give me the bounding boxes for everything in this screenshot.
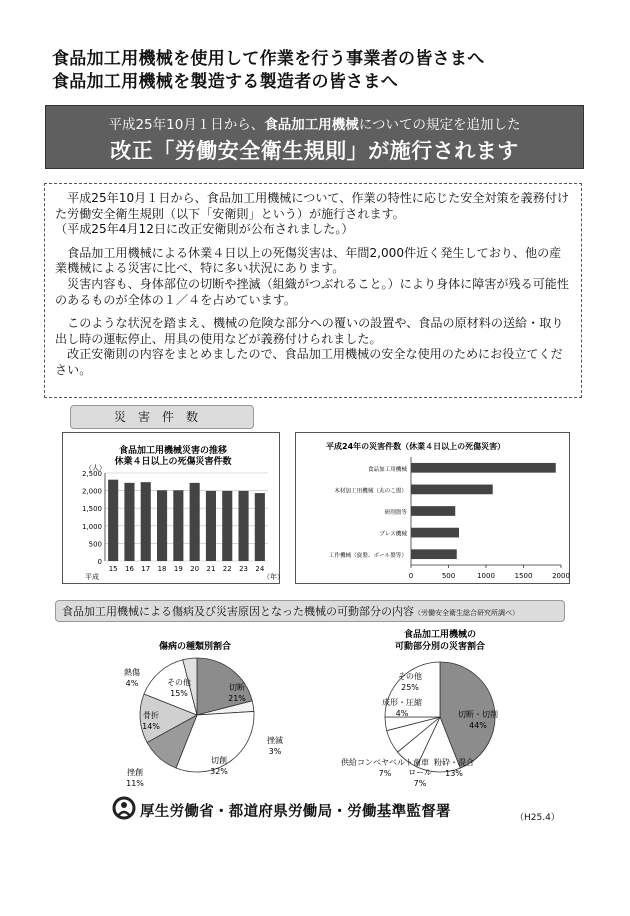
trend-chart-ytick: 2,000 xyxy=(81,487,102,496)
trend-chart-subtitle: 休業４日以上の死傷災害件数 xyxy=(114,457,232,467)
trend-chart-title: 食品加工用機械災害の推移 xyxy=(118,446,228,456)
banner xyxy=(45,105,584,169)
trend-chart-xtick: 24 xyxy=(255,565,265,573)
pie1-label: 挫創 xyxy=(127,768,143,777)
pie1-title: 傷病の種類別割合 xyxy=(158,642,232,652)
comparison-chart-category: 工作機械（旋盤、ボール盤等） xyxy=(328,553,407,560)
publish-date: （H25.4） xyxy=(515,813,560,823)
trend-chart-bar xyxy=(157,490,167,561)
pie1-label: 挫滅 xyxy=(267,736,283,745)
trend-chart-xtick: 23 xyxy=(239,565,249,573)
pie1-value: 32% xyxy=(210,767,228,776)
trend-chart-xtick: 16 xyxy=(124,565,134,573)
section2-source: （労働安全衛生総合研究所調べ） xyxy=(414,609,519,617)
headline-line1: 食品加工用機械を使用して作業を行う事業者の皆さまへ xyxy=(52,49,485,69)
trend-chart-xtick: 22 xyxy=(222,565,232,573)
comparison-chart xyxy=(296,433,569,583)
trend-chart-ytick: 1,500 xyxy=(81,505,102,514)
comparison-chart-bar xyxy=(411,549,457,559)
pie-charts xyxy=(60,625,580,800)
trend-chart-ytick: 500 xyxy=(88,540,102,549)
banner-line1-post: についての規定を追加した xyxy=(358,117,521,133)
comparison-chart-title: 平成24年の災害件数（休業４日以上の死傷災害） xyxy=(326,442,506,451)
pie2-label: 切断・切削 xyxy=(458,710,498,719)
pie1-value: 3% xyxy=(268,747,282,756)
comparison-chart-panel xyxy=(295,432,570,584)
pie2-value: 7% xyxy=(378,769,392,778)
trend-chart-xtick: 18 xyxy=(157,565,167,573)
pie2-title: 食品加工用機械の xyxy=(403,630,477,640)
pie1-label: 骨折 xyxy=(143,711,159,720)
headline-line2: 食品加工用機械を製造する製造者の皆さまへ xyxy=(52,72,398,92)
pie2-label: ロール xyxy=(408,768,432,777)
pie1-value: 14% xyxy=(142,722,160,731)
trend-chart-ylabel: （人） xyxy=(85,464,106,472)
trend-chart-xprefix: 平成 xyxy=(85,573,99,581)
footer-publisher: 厚生労働省・都道府県労働局・労働基準監督署 xyxy=(140,804,451,820)
pie2-value: 44% xyxy=(469,721,487,730)
trend-chart-bar xyxy=(255,493,265,561)
trend-chart-bar xyxy=(238,491,248,561)
pie2-value: 25% xyxy=(401,683,419,692)
pie2-label: 成形・圧縮 xyxy=(382,698,422,707)
banner-line1-bold: 食品加工用機械 xyxy=(264,117,359,133)
intro-p2: 食品加工用機械による休業４日以上の死傷災害は、年間2,000件近く発生しており、他の産業機械による災害に比べ、特に多い状況にあります。 xyxy=(55,245,562,276)
trend-chart-bar xyxy=(108,480,118,561)
pie2-label: その他 xyxy=(398,672,422,681)
comparison-chart-xtick: 0 xyxy=(408,572,414,580)
trend-chart-bar xyxy=(190,483,200,561)
comparison-chart-bar xyxy=(411,485,493,495)
intro-p2b: 災害内容も、身体部位の切断や挫滅（組織がつぶれること。）により身体に障害が残る可能性のあるものが全体の１／４を占めています。 xyxy=(55,276,569,307)
section2-title: 食品加工用機械による傷病及び災害原因となった機械の可動部分の内容 xyxy=(62,605,414,618)
comparison-chart-category: プレス機械 xyxy=(379,531,407,538)
pie2-value: 4% xyxy=(395,709,409,718)
trend-chart xyxy=(63,433,284,583)
trend-chart-bar xyxy=(124,483,134,561)
pie1-value: 21% xyxy=(228,694,246,703)
trend-chart-bar xyxy=(173,490,183,561)
pie1-label: 切断 xyxy=(229,683,245,692)
trend-chart-xtick: 21 xyxy=(206,565,216,573)
trend-chart-xlabel: （年） xyxy=(263,573,284,581)
pie1-label: 切創 xyxy=(211,756,227,765)
trend-chart-bar xyxy=(222,491,232,561)
comparison-chart-bar xyxy=(411,463,556,473)
pie1-label: 熱傷 xyxy=(124,668,140,677)
headline xyxy=(52,48,485,94)
comparison-chart-category: 研削盤等 xyxy=(384,510,407,516)
trend-chart-xtick: 20 xyxy=(190,565,200,573)
pie2-label: 粉砕・混合 xyxy=(434,758,474,767)
trend-chart-ytick: 0 xyxy=(97,558,102,566)
comparison-chart-category: 食品加工用機械 xyxy=(367,466,407,473)
comparison-chart-xtick: 2000 xyxy=(552,572,570,580)
trend-chart-xtick: 17 xyxy=(141,565,151,573)
comparison-chart-xtick: 1000 xyxy=(477,572,495,580)
intro-p1b: （平成25年4月12日に改正安衛則が公布されました。） xyxy=(55,222,354,237)
comparison-chart-xtick: 1500 xyxy=(514,572,533,580)
intro-box xyxy=(44,183,582,398)
pie1-value: 4% xyxy=(125,679,139,688)
ministry-logo xyxy=(112,796,136,820)
section-disaster-count: 災害件数 xyxy=(70,405,254,429)
trend-chart-panel xyxy=(62,432,284,584)
pie1-value: 11% xyxy=(126,779,144,788)
pie1-value: 15% xyxy=(170,689,188,698)
intro-p3: このような状況を踏まえ、機械の危険な部分への覆いの設置や、食品の原材料の送給・取り出し時の運転停止、用具の使用などが義務付けられました。 xyxy=(55,316,564,346)
pie2-value: 13% xyxy=(445,769,463,778)
banner-line1-pre: 平成25年10月１日から、 xyxy=(108,117,265,133)
pie2-subtitle: 可動部分別の災害割合 xyxy=(394,642,486,652)
trend-chart-bar xyxy=(141,482,151,561)
intro-p3b: 改正安衛則の内容をまとめましたので、食品加工用機械の安全な使用のためにお役立てください。 xyxy=(55,347,563,377)
comparison-chart-bar xyxy=(411,506,455,516)
section-injury-breakdown xyxy=(55,600,565,622)
trend-chart-xtick: 15 xyxy=(108,565,118,573)
trend-chart-ytick: 1,000 xyxy=(81,522,102,531)
trend-chart-ytick: 2,500 xyxy=(81,470,102,478)
intro-p1: 平成25年10月１日から、食品加工用機械について、作業の特性に応じた安全対策を義務付けた労働安全衛生規則（以下「安衛則」という）が施行されます。 xyxy=(55,191,570,221)
trend-chart-bar xyxy=(206,491,216,561)
pie2-label: 供給コンベヤベルト歯車 xyxy=(341,758,429,767)
comparison-chart-bar xyxy=(411,528,459,538)
trend-chart-xtick: 19 xyxy=(173,565,183,573)
comparison-chart-category: 木材加工用機械（丸のこ盤） xyxy=(334,488,407,495)
comparison-chart-xtick: 500 xyxy=(441,572,456,580)
pie1-label: その他 xyxy=(167,678,191,687)
pie2-value: 7% xyxy=(413,779,427,788)
banner-title: 改正「労働安全衛生規則」が施行されます xyxy=(110,139,519,163)
